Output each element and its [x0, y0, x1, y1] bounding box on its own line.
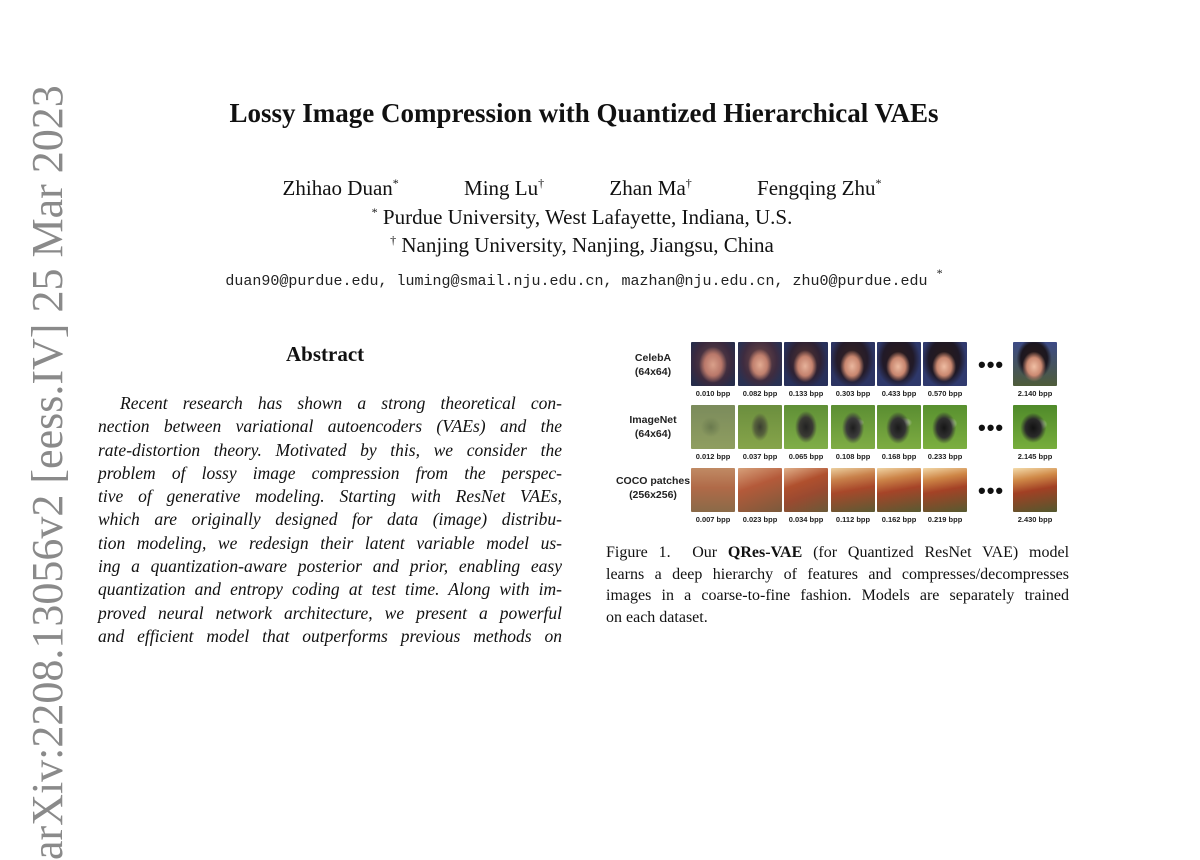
face-thumbnail [738, 342, 782, 386]
paper-title: Lossy Image Compression with Quantized Hierarchical VAEs [229, 98, 939, 128]
abstract-line: nection between variational autoencoders (VAEs) and the [98, 416, 562, 437]
bpp-label: 0.037 bpp [742, 452, 778, 461]
house-thumbnail [877, 468, 921, 512]
dog-thumbnail [691, 405, 735, 449]
bpp-label: 0.219 bpp [927, 515, 963, 524]
figure-1 [606, 342, 1066, 527]
bpp-label: 0.082 bpp [742, 389, 778, 398]
author-1: Zhihao Duan* [282, 176, 399, 200]
house-thumbnail [831, 468, 875, 512]
abstract-line: ing a quantization-aware posterior and prior, enabling easy [98, 556, 562, 577]
bpp-label: 0.133 bpp [788, 389, 824, 398]
house-thumbnail-full [1013, 468, 1057, 512]
bpp-label: 0.108 bpp [835, 452, 871, 461]
ellipsis: ••• [978, 415, 1005, 440]
ellipsis: ••• [978, 352, 1005, 377]
author-emails: duan90@purdue.edu, luming@smail.nju.edu.cn, mazhan@nju.edu.cn, zhu0@purdue.edu * [225, 266, 943, 290]
bpp-label: 2.140 bpp [1017, 389, 1053, 398]
row-label: ImageNet (64x64) [629, 414, 677, 440]
bpp-label: 0.162 bpp [881, 515, 917, 524]
affiliation-nanjing: † Nanjing University, Nanjing, Jiangsu, China [390, 233, 774, 257]
bpp-label: 2.145 bpp [1017, 452, 1053, 461]
bpp-label: 0.012 bpp [695, 452, 731, 461]
row-label: COCO patches (256x256) [615, 475, 691, 501]
abstract-line: tion modeling, we redesign their latent variable model us- [98, 532, 562, 553]
house-thumbnail [784, 468, 828, 512]
house-thumbnail [691, 468, 735, 512]
bpp-label: 0.570 bpp [927, 389, 963, 398]
abstract-line: and efficient model that outperforms previous methods on [98, 625, 562, 646]
author-3: Zhan Ma† [609, 176, 692, 200]
bpp-label: 0.023 bpp [742, 515, 778, 524]
affiliation-purdue: * Purdue University, West Lafayette, Indiana, U.S. [371, 205, 793, 229]
dog-thumbnail [923, 405, 967, 449]
abstract-line: quantization and entropy coding at test time. Along with im- [98, 579, 562, 600]
figure-row-celeba [606, 342, 1066, 400]
figure-row-imagenet [606, 405, 1066, 463]
house-thumbnail [738, 468, 782, 512]
ellipsis: ••• [978, 478, 1005, 503]
caption-line: Figure 1. Our QRes-VAE (for Quantized ResNet VAE) model [606, 544, 1070, 561]
bpp-label: 0.168 bpp [881, 452, 917, 461]
author-list [0, 176, 1164, 201]
bpp-label: 0.010 bpp [695, 389, 731, 398]
abstract-line: proved neural network architecture, we present a powerful [98, 602, 562, 623]
abstract-line: tive of generative modeling. Starting with ResNet VAEs, [98, 486, 562, 507]
bpp-label: 2.430 bpp [1017, 515, 1053, 524]
bpp-label: 0.065 bpp [788, 452, 824, 461]
face-thumbnail [691, 342, 735, 386]
house-thumbnail [923, 468, 967, 512]
face-thumbnail [877, 342, 921, 386]
face-thumbnail [923, 342, 967, 386]
row-label: CelebA (64x64) [634, 352, 672, 378]
bpp-label: 0.303 bpp [835, 389, 871, 398]
abstract-line: problem of lossy image compression from the perspec- [98, 462, 562, 483]
face-thumbnail-full [1013, 342, 1057, 386]
abstract-line: which are originally designed for data (image) distribu- [98, 509, 562, 530]
caption-line: learns a deep hierarchy of features and compresses/decompresses [606, 565, 1069, 583]
bpp-label: 0.112 bpp [835, 515, 871, 524]
abstract-text [98, 392, 562, 648]
bpp-label: 0.433 bpp [881, 389, 917, 398]
dog-thumbnail [831, 405, 875, 449]
face-thumbnail [831, 342, 875, 386]
caption-line: on each dataset. [606, 608, 708, 626]
abstract-line: rate-distortion theory. Motivated by this, we consider the [98, 439, 562, 460]
bpp-label: 0.233 bpp [927, 452, 963, 461]
dog-thumbnail [738, 405, 782, 449]
figure-caption [606, 542, 1069, 628]
dog-thumbnail-full [1013, 405, 1057, 449]
dog-thumbnail [877, 405, 921, 449]
arxiv-side-stamp [22, 85, 74, 860]
figure-row-coco [606, 468, 1066, 526]
bpp-label: 0.007 bpp [695, 515, 731, 524]
author-2: Ming Lu† [464, 176, 545, 200]
abstract-line: Recent research has shown a strong theoretical con- [120, 393, 562, 413]
face-thumbnail [784, 342, 828, 386]
bpp-label: 0.034 bpp [788, 515, 824, 524]
caption-line: images in a coarse-to-fine fashion. Models are separately trained [606, 587, 1069, 604]
arxiv-identifier: arXiv:2208.13056v2 [eess.IV] 25 Mar 2023 [23, 85, 72, 860]
dog-thumbnail [784, 405, 828, 449]
author-4: Fengqing Zhu* [757, 176, 882, 200]
abstract-heading: Abstract [286, 342, 365, 366]
